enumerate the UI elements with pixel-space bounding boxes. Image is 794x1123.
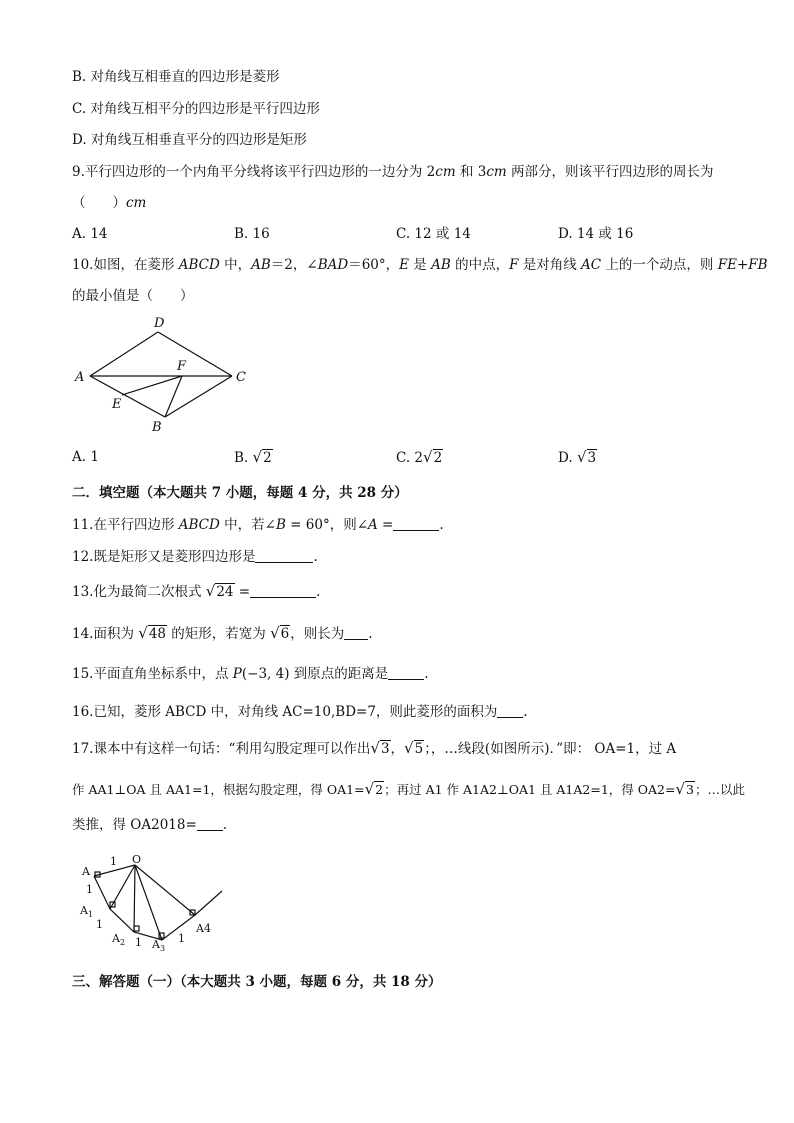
label-d: D [154,316,165,331]
answer-blank[interactable] [255,548,313,563]
answer-blank[interactable] [393,516,439,531]
rhombus-figure [70,310,260,435]
label-one: 1 [178,932,185,945]
option-d-text: D. 对角线互相垂直平分的四边形是矩形 [72,132,307,148]
label-e: E [112,397,122,412]
section-3-heading: 三、解答题（一）（本大题共 3 小题，每题 6 分，共 18 分） [72,974,442,990]
sqrt-2: √2 [364,780,384,798]
label-one: 1 [96,918,103,931]
label-b: B [152,420,162,435]
sqrt-3: √3 [675,780,694,798]
sqrt-48: √48 [138,624,167,642]
q17-line1: 17.课本中有这样一句话：“利用勾股定理可以作出√3，√5；，…线段(如图所示)．”即： OA=1，过 A [72,739,677,757]
q14-text: 14.面积为 √48 的矩形，若宽为 √6，则长为 . [72,624,373,642]
label-c: C [236,370,246,385]
q10-option-c: C. 2√2 [396,448,443,466]
q9-option-b: B. 16 [234,226,270,242]
label-a1: $A_1$ [80,904,94,919]
segment-oa2 [134,865,135,932]
sqrt-6: √6 [270,624,290,642]
q9-stem: 9.平行四边形的一个内角平分线将该平行四边形的一边分为 2cm 和 3cm 两部分，则该平行四边形的周长为 [72,164,714,180]
label-a2: $A_2$ [112,932,126,947]
q17-line2: 作 AA1⊥OA 且 AA1=1，根据勾股定理，得 OA1=√2；再过 A1 作 A1A2⊥OA1 且 A1A2=1，得 OA2=√3；…以此 [72,780,745,798]
edge-cb [165,376,232,417]
label-one: 1 [110,855,117,868]
label-a: A [75,370,85,385]
q17-line3: 类推，得 OA2018= . [72,817,228,833]
label-a: A [82,865,90,878]
spiral-figure [72,848,242,956]
segment-fb [165,376,182,417]
label-a3: $A_3$ [152,938,166,953]
edge-ad [90,332,158,376]
answer-blank[interactable] [344,625,368,640]
q12-text: 12.既是矩形又是菱形四边形是 . [72,549,318,565]
sqrt-2: √2 [252,448,272,466]
q10-option-b: B. √2 [234,448,272,466]
label-o: O [132,853,142,866]
right-angle-mark [134,926,139,931]
sqrt-5: √5 [404,739,424,757]
q9-stem-line2: （ ）cm [72,195,147,211]
q16-text: 16.已知，菱形 ABCD 中，对角线 AC=10,BD=7，则此菱形的面积为 . [72,704,528,720]
q13-text: 13.化为最简二次根式 √24 = . [72,582,321,600]
option-c-text: C. 对角线互相平分的四边形是平行四边形 [72,101,320,117]
label-one: 1 [135,936,142,949]
q15-text: 15.平面直角坐标系中，点 P(−3, 4) 到原点的距离是 . [72,666,429,682]
label-f: F [177,359,187,374]
q9-option-c: C. 12 或 14 [396,226,471,242]
q9-option-a: A. 14 [72,226,108,242]
q10-stem-line2: 的最小值是（ ） [72,288,194,304]
answer-blank[interactable] [497,703,523,718]
q10-stem: 10.如图，在菱形 ABCD 中，AB＝2，∠BAD＝60°，E 是 AB 的中点，F 是对角线 AC 上的一个动点，则 FE+FB [72,257,768,273]
q11-text: 11.在平行四边形 ABCD 中，若∠B = 60°，则∠A = . [72,517,444,533]
q10-option-a: A. 1 [72,449,99,465]
sqrt-3: √3 [370,739,390,757]
answer-blank[interactable] [250,583,316,598]
label-a4: A4 [196,922,211,935]
answer-blank[interactable] [197,816,223,831]
q9-option-d: D. 14 或 16 [558,226,634,242]
sqrt-3: √3 [576,448,597,466]
sqrt-2: √2 [423,448,443,466]
answer-blank[interactable] [388,665,424,680]
section-2-heading: 二．填空题（本大题共 7 小题，每题 4 分，共 28 分） [72,485,408,501]
edge-ba [90,376,165,417]
label-one: 1 [86,883,93,896]
sqrt-24: √24 [205,582,234,600]
q10-option-d: D. √3 [558,448,597,466]
edge-dc [158,332,232,376]
segment-ef [122,376,182,395]
option-b-text: B. 对角线互相垂直的四边形是菱形 [72,69,280,85]
